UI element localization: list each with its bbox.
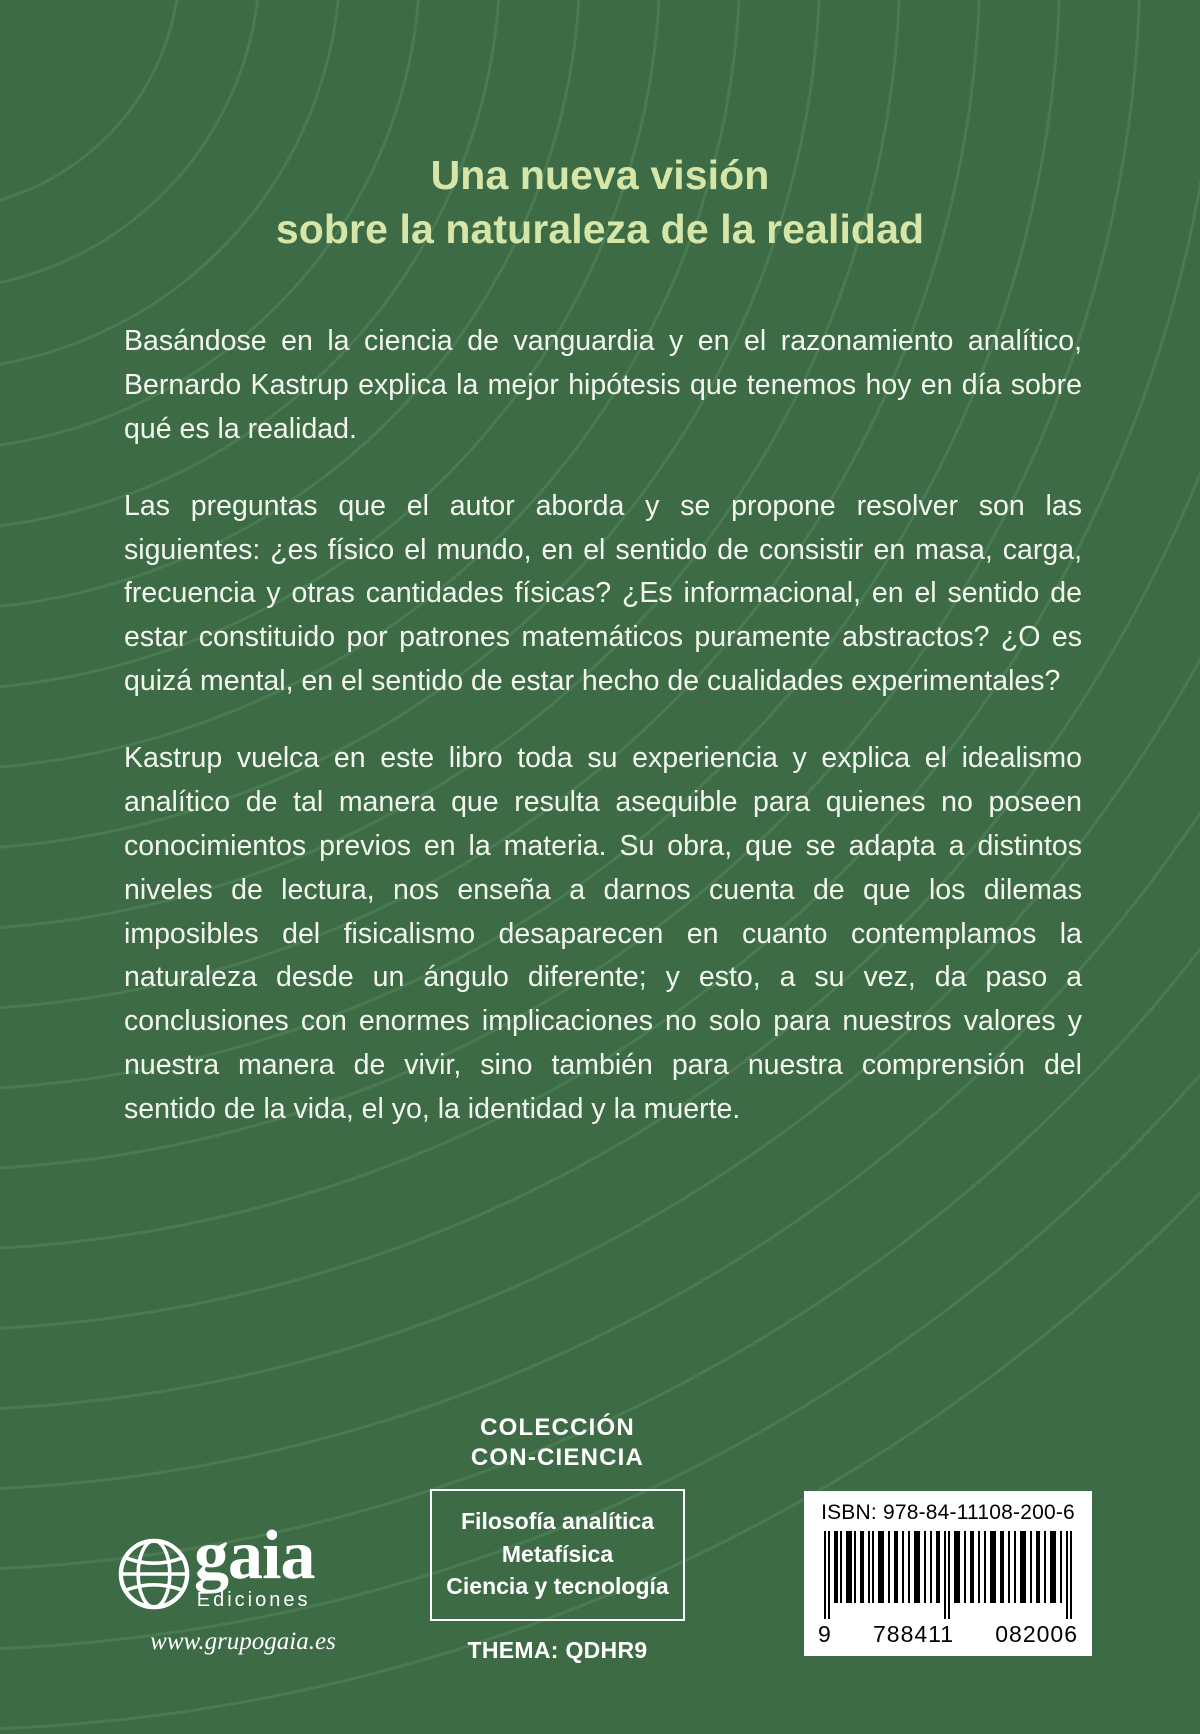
collection-label-line-1: COLECCIÓN — [480, 1414, 635, 1442]
globe-icon — [118, 1538, 190, 1610]
publisher-subtitle: Ediciones — [196, 1589, 311, 1611]
blurb-paragraph: Kastrup vuelca en este libro toda su experiencia y explica el idealismo analítico de tal manera que resulta asequible para quienes no poseen conocimientos previos en la materia. Su obra, que se adapta a distintos niveles de lectura, nos enseña a darnos cuenta de que los dilemas imposibles del fisicalismo desaparecen en cuanto contemplamos la naturaleza desde un ángulo diferente; y esto, a su vez, da paso a conclusiones con enormes implicaciones no solo para nuestros valores y nuestra manera de vivir, sino también para nuestra comprensión del sentido de la vida, el yo, la identidad y la muerte. — [124, 742, 1082, 1125]
barcode-digit-group-right: 082006 — [995, 1621, 1078, 1647]
thema-code: THEMA: QDHR9 — [467, 1637, 648, 1663]
headline-line-2: sobre la naturaleza de la realidad — [275, 206, 925, 253]
collection-subject: Metafísica — [501, 1540, 614, 1567]
headline-line-1: Una nueva visión — [430, 152, 770, 198]
back-cover-footer — [0, 1314, 1200, 1734]
barcode-digit-group-left: 9 — [818, 1621, 832, 1647]
collection-subjects-box — [430, 1489, 685, 1621]
collection-block — [430, 1413, 685, 1664]
back-cover-headline — [0, 148, 1200, 256]
publisher-name: gaia — [194, 1517, 315, 1594]
barcode-digit-group-mid: 788411 — [873, 1621, 955, 1647]
blurb-paragraph: Basándose en la ciencia de vanguardia y en el razonamiento analítico, Bernardo Kastrup explica la mejor hipótesis que tenemos hoy en día sobre qué es la realidad. — [124, 325, 1082, 445]
back-cover-blurb — [124, 320, 1082, 1132]
collection-subject: Ciencia y tecnología — [446, 1573, 669, 1600]
collection-subject: Filosofía analítica — [461, 1508, 654, 1535]
barcode-image — [816, 1531, 1080, 1619]
collection-label-line-2: CON-CIENCIA — [470, 1444, 645, 1472]
publisher-website: www.grupogaia.es — [150, 1628, 336, 1655]
blurb-paragraph: Las preguntas que el autor aborda y se propone resolver son las siguientes: ¿es físico el mundo, en el sentido de consistir en masa, carga, frecuencia y otras cantidades físicas? ¿Es informacional, en el sentido de estar constituido por patrones matemáticos puramente abstractos? ¿O es quizá mental, en el sentido de estar hecho de cualidades experimentales? — [124, 489, 1082, 698]
isbn-label: ISBN: 978-84-11108-200-6 — [821, 1501, 1075, 1524]
isbn-barcode-block — [804, 1491, 1092, 1656]
publisher-logo-block — [118, 1517, 368, 1656]
